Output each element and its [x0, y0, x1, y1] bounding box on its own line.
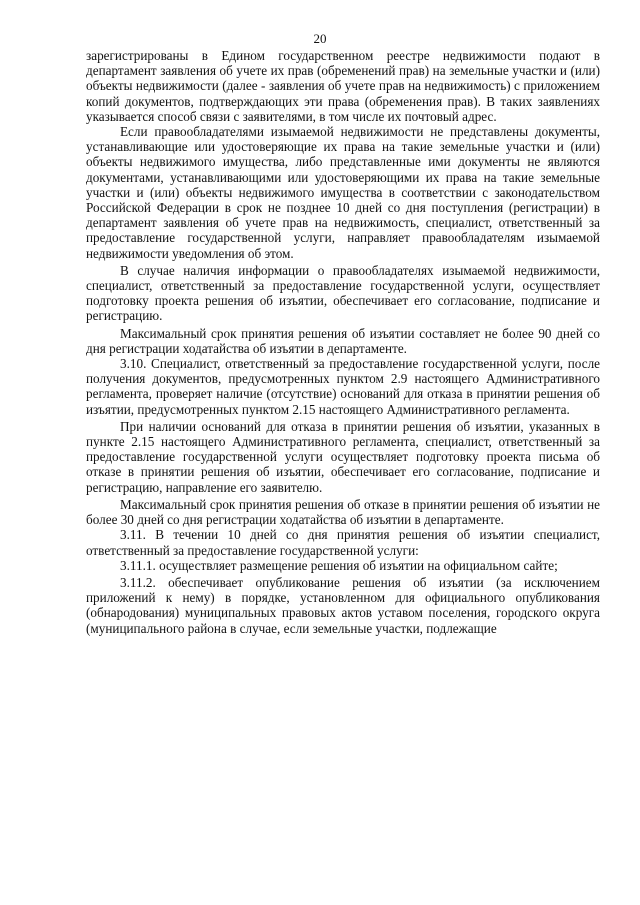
document-body — [86, 48, 600, 636]
paragraph: зарегистрированы в Едином государственном реестре недвижимости подают в департамент заявления об учете их прав (обременений прав) на земельные участки и (или) объекты недвижимости (далее - заявления об учете прав на недвижимость) с приложением копий документов, подтверждающих эти права (обременения прав). В таких заявлениях указывается способ связи с заявителями, в том числе их почтовый адрес. — [86, 48, 600, 124]
paragraph: 3.11.2. обеспечивает опубликование решения об изъятии (за исключением приложений к нему) в порядке, установленном для официального опубликования (обнародования) муниципальных правовых актов уставом поселения, городского округа (муниципального района в случае, если земельные участки, подлежащие — [86, 574, 600, 636]
paragraph: Если правообладателями изымаемой недвижимости не представлены документы, устанавливающие или удостоверяющие их права на такие земельные участки и (или) объекты недвижимого имущества, либо представленные ими документы не являются документами, устанавливающими или удостоверяющими их права на такие земельные участки и (или) объекты недвижимого имущества в соответствии с законодательством Российской Федерации в срок не позднее 10 дней со дня поступления (регистрации) в департамент заявления об учете прав на недвижимость, специалист, ответственный за предоставление государственной услуги, направляет правообладателям изымаемой недвижимости уведомления об этом. — [86, 124, 600, 261]
paragraph: Максимальный срок принятия решения об изъятии составляет не более 90 дней со дня регистрации ходатайства об изъятии в департаменте. — [86, 325, 600, 356]
paragraph: При наличии оснований для отказа в принятии решения об изъятии, указанных в пункте 2.15 настоящего Административного регламента, специалист, ответственный за предоставление государственной услуги осуществляет подготовку проекта письма об отказе в принятии решения об изъятии, обеспечивает его согласование, подписание и регистрацию, направление его заявителю. — [86, 418, 600, 495]
page-number: 20 — [313, 31, 327, 46]
paragraph: Максимальный срок принятия решения об отказе в принятии решения об изъятии не более 30 дней со дня регистрации ходатайства об изъятии в департаменте. — [86, 496, 600, 528]
paragraph: 3.10. Специалист, ответственный за предоставление государственной услуги, после получения документов, предусмотренных пунктом 2.9 настоящего Административного регламента, проверяет наличие (отсутствие) оснований для отказа в принятии решения об изъятии, предусмотренных пунктом 2.15 настоящего Административного регламента. — [86, 356, 600, 417]
paragraph: В случае наличия информации о правообладателях изымаемой недвижимости, специалист, ответственный за предоставление государственной услуги, осуществляет подготовку проекта решения об изъятии, обеспечивает его согласование, подписание и регистрацию. — [86, 262, 600, 324]
paragraph: 3.11. В течении 10 дней со дня принятия решения об изъятии специалист, ответственный за предоставление государственной услуги: — [86, 527, 600, 558]
paragraph: 3.11.1. осуществляет размещение решения об изъятии на официальном сайте; — [120, 557, 558, 573]
